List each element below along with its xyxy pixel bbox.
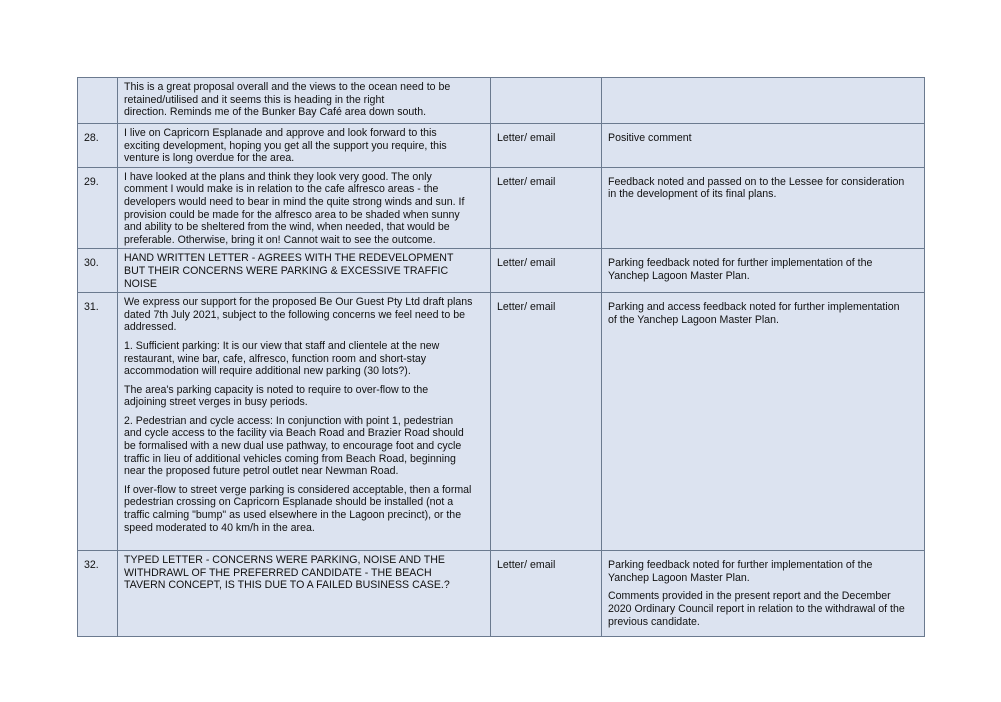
submission-text [118, 551, 491, 637]
submissions-table-body [78, 78, 925, 637]
submission-paragraph: If over-flow to street verge parking is considered acceptable, then a formal pedestrian crossing on Capricorn Esplanade should be installed (not a traffic calming "bump" as used elsewhere in the Lagoon precinct), or the speed moderated to 40 km/h in the area. [124, 483, 472, 534]
submission-text [118, 78, 491, 124]
table-row [78, 551, 925, 637]
submission-paragraph: The area's parking capacity is noted to require to over-flow to the adjoining street verges in busy periods. [124, 383, 429, 409]
row-number: 29. [78, 167, 118, 249]
submission-type: Letter/ email [491, 293, 602, 551]
response-paragraph: Parking feedback noted for further implementation of the Yanchep Lagoon Master Plan. [608, 559, 873, 584]
submission-paragraph: I live on Capricorn Esplanade and approve and look forward to this exciting development, hoping you get all the support you require, this venture is long overdue for the area. [124, 127, 447, 165]
city-response [602, 78, 925, 124]
submission-paragraph: 2. Pedestrian and cycle access: In conjunction with point 1, pedestrian and cycle access to the facility via Beach Road and Brazier Road should be formalised with a new dual use pathway, to encourage foot and cycle traffic in lieu of additional vehicles coming from Beach Road, beginning near the proposed future petrol outlet near Newman Road. [124, 414, 464, 478]
submission-paragraph: TYPED LETTER - CONCERNS WERE PARKING, NOISE AND THE WITHDRAWL OF THE PREFERRED CANDIDATE - THE BEACH TAVERN CONCEPT, IS THIS DUE TO A FAILED BUSINESS CASE.? [124, 554, 450, 592]
row-number [78, 78, 118, 124]
city-response [602, 293, 925, 551]
submission-paragraph: This is a great proposal overall and the views to the ocean need to be retained/utilised and it seems this is heading in the right direction. Reminds me of the Bunker Bay Café area down south. [124, 81, 451, 119]
response-paragraph: Parking and access feedback noted for further implementation of the Yanchep Lagoon Master Plan. [608, 301, 900, 326]
table-row [78, 124, 925, 168]
submission-type: Letter/ email [491, 167, 602, 249]
submission-type [491, 78, 602, 124]
city-response [602, 167, 925, 249]
submission-paragraph: 1. Sufficient parking: It is our view that staff and clientele at the new restaurant, wine bar, cafe, alfresco, function room and short-stay accommodation will require additional new parking (30 lots?). [124, 339, 440, 378]
submission-paragraph: HAND WRITTEN LETTER - AGREES WITH THE REDEVELOPMENT BUT THEIR CONCERNS WERE PARKING & EXCESSIVE TRAFFIC NOISE [124, 252, 454, 290]
table-row [78, 78, 925, 124]
response-paragraph: Parking feedback noted for further implementation of the Yanchep Lagoon Master Plan. [608, 257, 873, 282]
response-paragraph: Positive comment [608, 132, 692, 144]
response-paragraph: Comments provided in the present report and the December 2020 Ordinary Council report in relation to the withdrawal of the previous candidate. [608, 590, 905, 628]
response-paragraph: Feedback noted and passed on to the Lessee for consideration in the development of its final plans. [608, 175, 905, 201]
submission-paragraph: I have looked at the plans and think they look very good. The only comment I would make is in relation to the cafe alfresco areas - the developers would need to bear in mind the quite strong winds and sun. If provision could be made for the alfresco area to be shaded when sunny and ability to be sheltered from the wind, when needed, that would be preferable. Otherwise, bring it on! Cannot wait to see the outcome. [124, 170, 465, 246]
submissions-table [77, 77, 925, 637]
submission-text [118, 124, 491, 168]
city-response [602, 249, 925, 293]
row-number: 31. [78, 293, 118, 551]
city-response [602, 124, 925, 168]
table-row [78, 293, 925, 551]
submission-type: Letter/ email [491, 551, 602, 637]
row-number: 30. [78, 249, 118, 293]
city-response [602, 551, 925, 637]
submission-type: Letter/ email [491, 124, 602, 168]
submission-text [118, 249, 491, 293]
submission-paragraph: We express our support for the proposed Be Our Guest Pty Ltd draft plans dated 7th July 2021, subject to the following concerns we feel need to be addressed. [124, 296, 473, 334]
table-row [78, 167, 925, 249]
submission-type: Letter/ email [491, 249, 602, 293]
submission-text [118, 167, 491, 249]
row-number: 28. [78, 124, 118, 168]
row-number: 32. [78, 551, 118, 637]
submission-text [118, 293, 491, 551]
table-row [78, 249, 925, 293]
